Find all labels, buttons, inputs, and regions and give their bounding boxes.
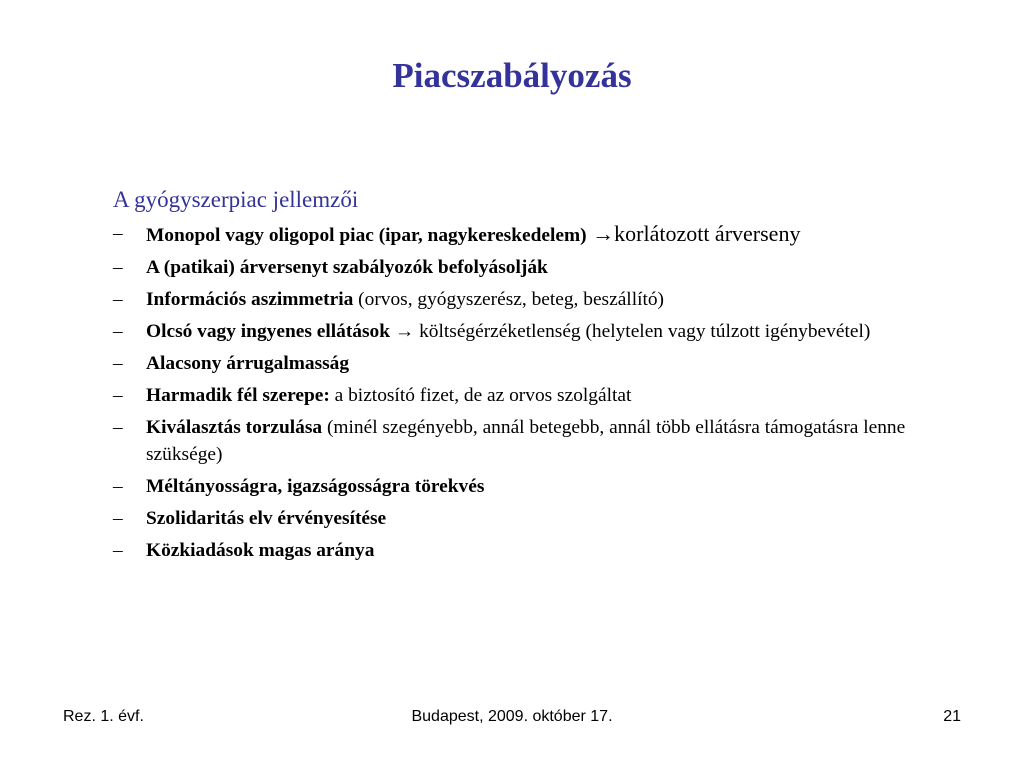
- item-bold-text: Harmadik fél szerepe:: [146, 385, 330, 406]
- bullet-dash: –: [113, 385, 123, 406]
- list-item: [113, 350, 963, 377]
- item-text: → költségérzéketlenség (helytelen vagy túlzott igénybevétel): [390, 321, 871, 342]
- item-bold-text: Alacsony árrugalmasság: [146, 353, 350, 374]
- footer-page-number: 21: [943, 708, 961, 725]
- list-item: [113, 537, 963, 564]
- list-item: [113, 220, 963, 249]
- item-bold-text: Méltányosságra, igazságosságra törekvés: [146, 476, 485, 497]
- item-text: a biztosító fizet, de az orvos szolgáltat: [329, 385, 632, 406]
- section-subheading: A gyógyszerpiac jellemzői: [113, 187, 359, 212]
- item-bold-text: Információs aszimmetria: [146, 289, 354, 310]
- item-text: (orvos, gyógyszerész, beteg, beszállító): [353, 289, 665, 310]
- list-item: [113, 505, 963, 532]
- list-item: [113, 382, 963, 409]
- list-item: [113, 286, 963, 313]
- bullet-list: [113, 220, 963, 569]
- bullet-dash: –: [113, 353, 123, 374]
- footer-date: Budapest, 2009. október 17.: [411, 708, 613, 725]
- list-item: [113, 473, 963, 500]
- bullet-dash: –: [113, 257, 123, 278]
- bullet-dash: –: [113, 476, 123, 497]
- bullet-dash: –: [113, 289, 123, 310]
- list-item: [113, 254, 963, 281]
- item-bold-text: Közkiadások magas aránya: [146, 540, 375, 561]
- bullet-dash: –: [113, 321, 123, 342]
- slide-title: Piacszabályozás: [392, 56, 632, 95]
- list-item: [113, 414, 963, 468]
- item-bold-text: Kiválasztás torzulása: [146, 417, 323, 438]
- bullet-dash: –: [113, 417, 123, 438]
- item-bold-text: Monopol vagy oligopol piac (ipar, nagykereskedelem): [146, 225, 587, 246]
- footer-course: Rez. 1. évf.: [63, 708, 144, 725]
- bullet-dash: –: [113, 223, 123, 244]
- item-bold-text: Szolidaritás elv érvényesítése: [146, 508, 387, 529]
- item-bold-text: A (patikai) árversenyt szabályozók befolyásolják: [146, 257, 548, 278]
- item-text: →korlátozott árverseny: [586, 221, 801, 246]
- list-item: [113, 318, 963, 345]
- bullet-dash: –: [113, 540, 123, 561]
- bullet-dash: –: [113, 508, 123, 529]
- item-bold-text: Olcsó vagy ingyenes ellátások: [146, 321, 391, 342]
- item-text: (minél szegényebb, annál betegebb, annál több ellátásra támogatásra lenne szüksége): [146, 417, 906, 465]
